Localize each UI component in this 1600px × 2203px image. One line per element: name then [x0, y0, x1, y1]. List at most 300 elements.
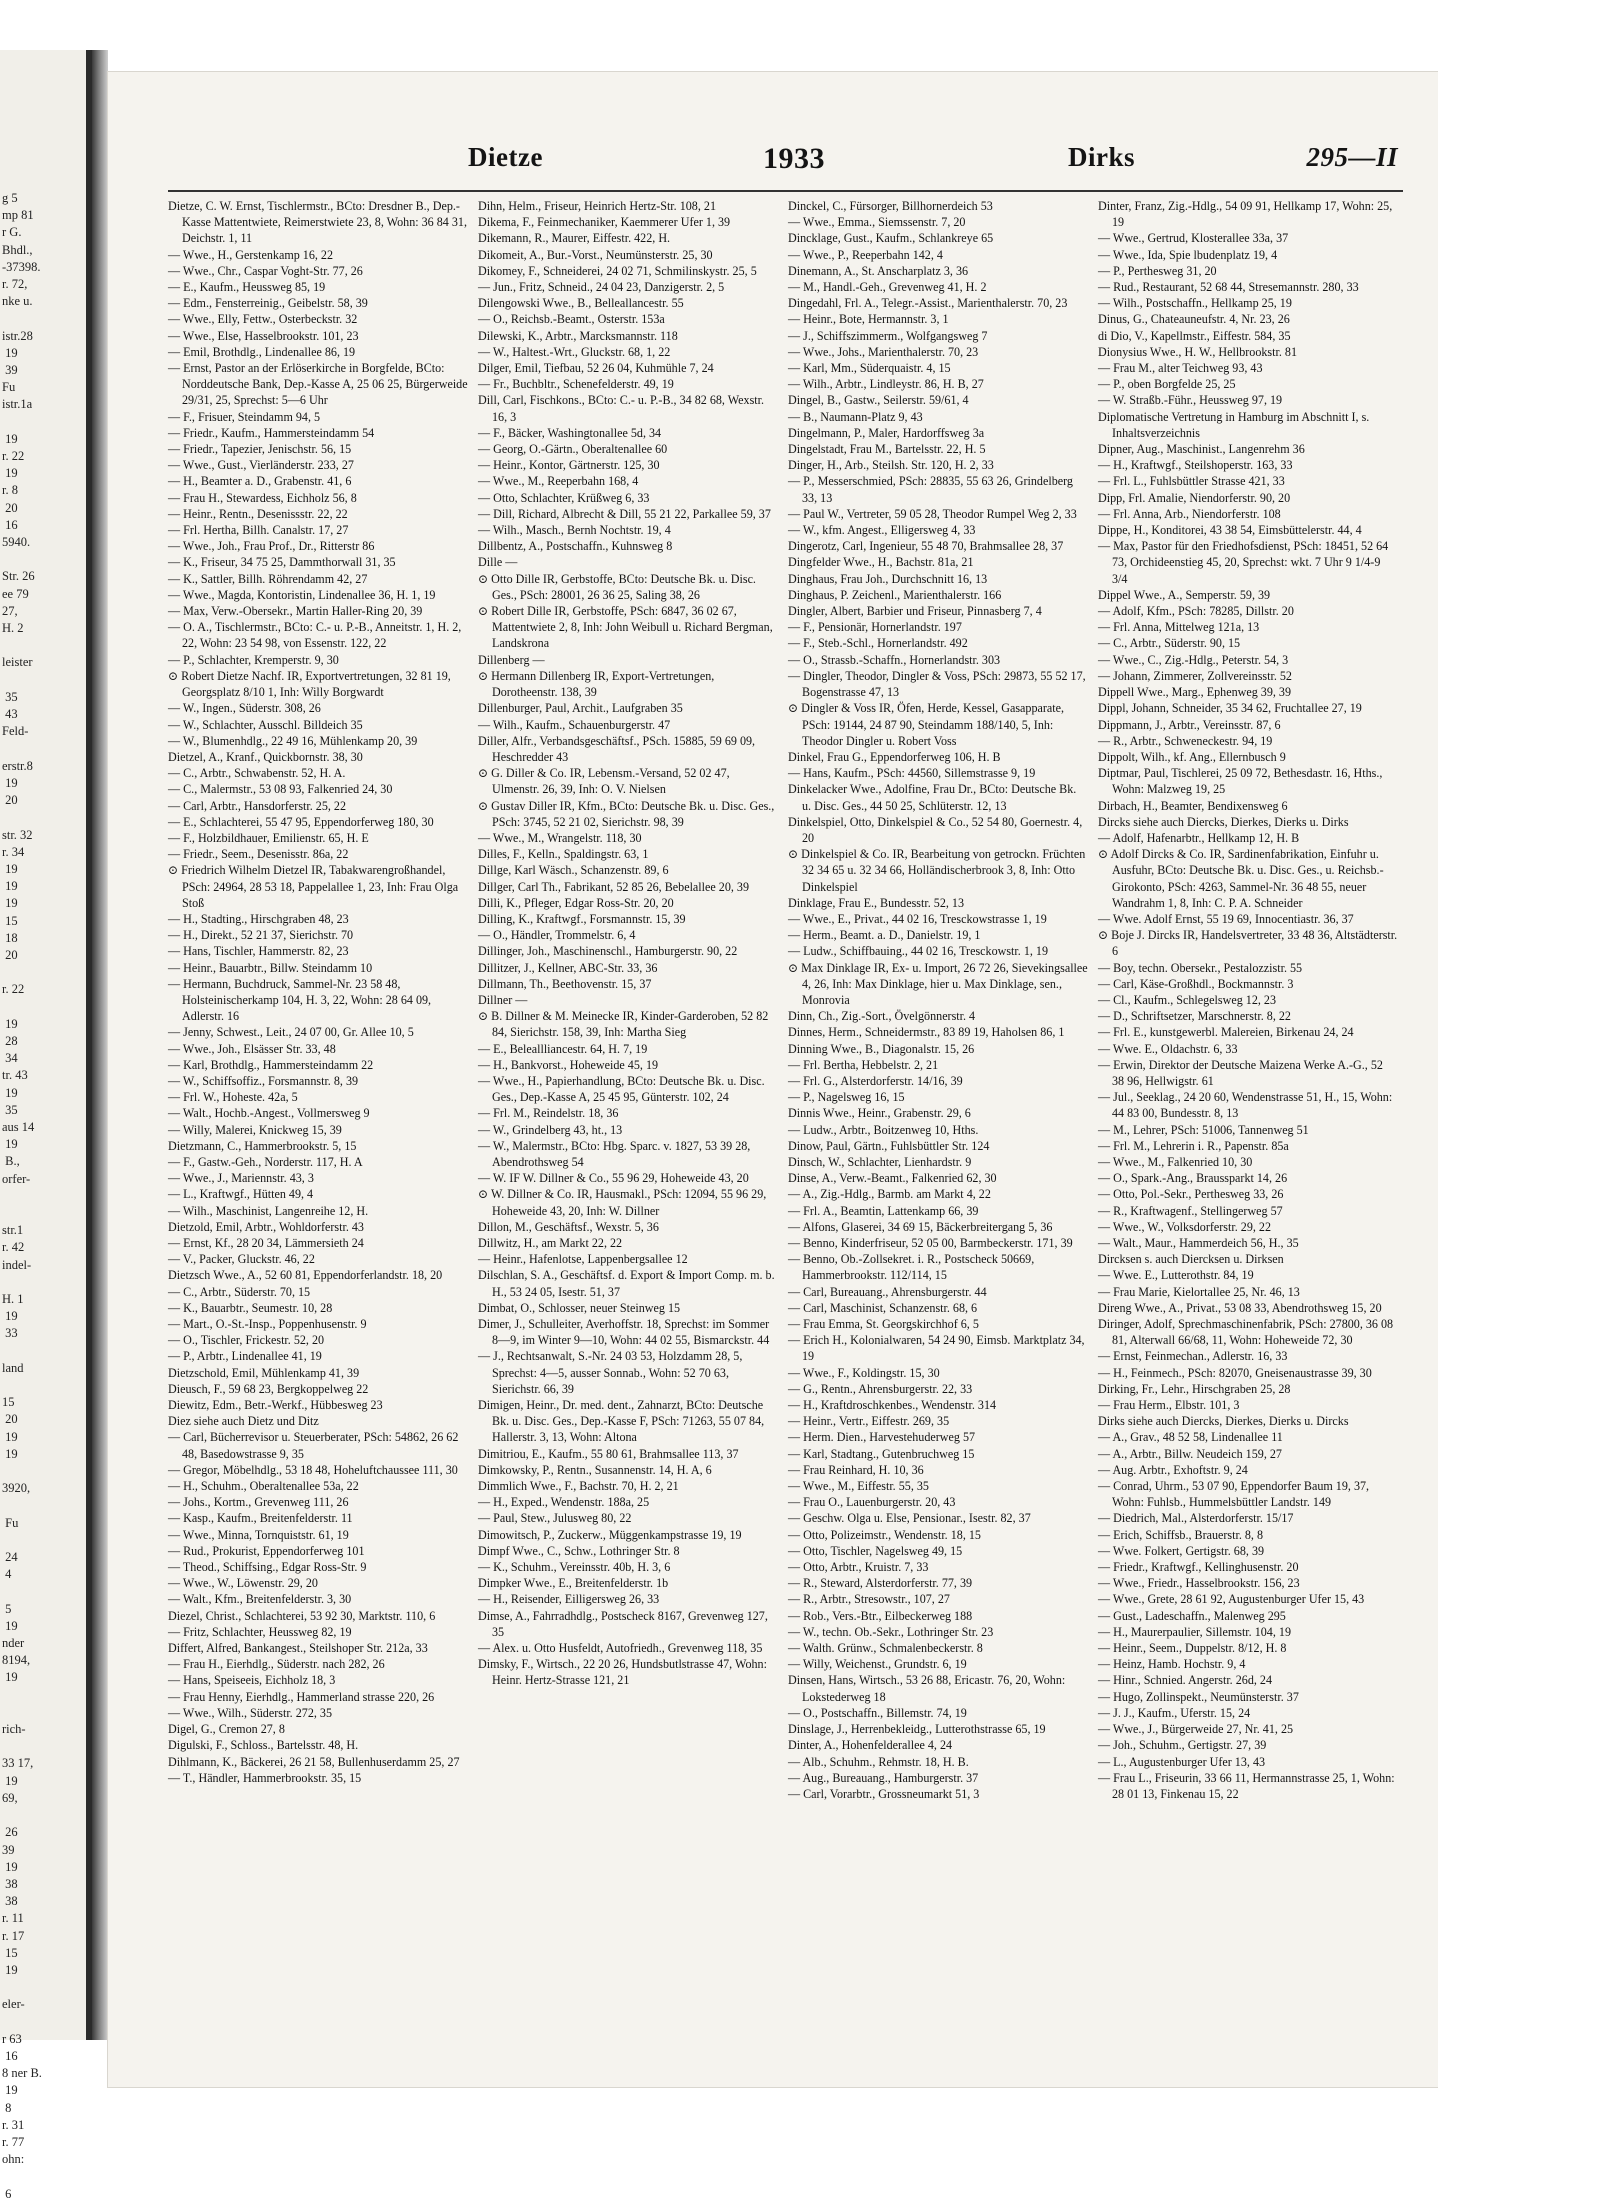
directory-entry: — Carl, Arbtr., Hansdorferstr. 25, 22: [168, 798, 347, 813]
directory-entry: Dietze, C. W. Ernst, Tischlermstr., BCto: Dresdner B., Dep.-Kasse Mattentwiete, Reimerstwiete 23, 8, Wohn: 36 84 31, Deichstr. 1, 11: [168, 199, 467, 246]
directory-entry: — K., Friseur, 34 75 25, Dammthorwall 31, 35: [168, 555, 396, 570]
directory-entry: ⊙ Friedrich Wilhelm Dietzel IR, Tabakwarengroßhandel, PSch: 24964, 28 53 18, Pappelallee 1, 23, Inh: Frau Olga Stoß: [168, 863, 459, 910]
directory-entry: — Frau Reinhard, H. 10, 36: [788, 1462, 924, 1477]
directory-entry: Dietzschold, Emil, Mühlenkamp 41, 39: [168, 1365, 360, 1380]
directory-entry: — Hermann, Buchdruck, Sammel-Nr. 23 58 48, Holsteinischerkamp 104, H. 3, 22, Wohn: 28 64 09, Adlerstr. 16: [168, 976, 432, 1024]
directory-entry: Digulski, F., Schloss., Bartelsstr. 48, H.: [168, 1738, 359, 1753]
directory-entry: — Jenny, Schwest., Leit., 24 07 00, Gr. Allee 10, 5: [168, 1025, 414, 1040]
directory-entry: — Frl. E., kunstgewerbl. Malereien, Birkenau 24, 24: [1098, 1025, 1354, 1040]
directory-entry: — Paul W., Vertreter, 59 05 28, Theodor Rumpel Weg 2, 33: [788, 506, 1077, 521]
directory-entry: — Willy, Malerei, Knickweg 15, 39: [168, 1122, 342, 1137]
directory-entry: ⊙ Robert Dietze Nachf. IR, Exportvertretungen, 32 81 19, Georgsplatz 8/10 1, Inh: Willy Borgwardt: [168, 668, 451, 700]
directory-entry: Dieusch, F., 59 68 23, Bergkoppelweg 22: [168, 1381, 369, 1396]
directory-entry: — Otto, Polizeimstr., Wendenstr. 18, 15: [788, 1527, 981, 1542]
directory-entry: — Frl. A., Beamtin, Lattenkamp 66, 39: [788, 1203, 979, 1218]
directory-entry: — Wwe., W., Volksdorferstr. 29, 22: [1098, 1219, 1272, 1234]
directory-entry: Dietzmann, C., Hammerbrookstr. 5, 15: [168, 1138, 357, 1153]
directory-entry: — Friedr., Seem., Desenisstr. 86a, 22: [168, 847, 349, 862]
directory-entry: — Frau H., Stewardess, Eichholz 56, 8: [168, 490, 357, 505]
directory-entry: — Joh., Schuhm., Gertigstr. 27, 39: [1098, 1738, 1267, 1753]
directory-entry: — Willy, Weichenst., Grundstr. 6, 19: [788, 1657, 967, 1672]
directory-entry: — Hinr., Schnied. Angerstr. 26d, 24: [1098, 1673, 1273, 1688]
directory-entry: — Heinr., Bauarbtr., Billw. Steindamm 10: [168, 960, 373, 975]
directory-entry: — Carl, Vorarbtr., Grossneumarkt 51, 3: [788, 1786, 980, 1801]
directory-entry: — H., Stadting., Hirschgraben 48, 23: [168, 911, 349, 926]
header-year: 1933: [763, 142, 825, 175]
directory-entry: — K., Bauarbtr., Seumestr. 10, 28: [168, 1300, 333, 1315]
directory-entry: — Carl, Bureauang., Ahrensburgerstr. 44: [788, 1284, 987, 1299]
book-binding-gutter: [92, 50, 108, 2040]
directory-entry: — Wilh., Masch., Bernh Nochtstr. 19, 4: [478, 523, 671, 538]
directory-entry: ⊙ Dingler & Voss IR, Öfen, Herde, Kessel, Gasapparate, PSch: 19144, 24 87 90, Steindamm 188/140, 5, Inh: Theodor Dingler u. Robert Voss: [788, 701, 1065, 748]
directory-columns: [168, 198, 1403, 2058]
directory-entry: — Wwe., Friedr., Hasselbrookstr. 156, 23: [1098, 1576, 1300, 1591]
directory-entry: — Herm., Beamt. a. D., Danielstr. 19, 1: [788, 928, 981, 943]
directory-entry: Dingler, Albert, Barbier und Friseur, Pinnasberg 7, 4: [788, 604, 1042, 619]
directory-entry: Dimitriou, E., Kaufm., 55 80 61, Brahmsallee 113, 37: [478, 1446, 739, 1461]
directory-entry: — H., Maurerpaulier, Sillemstr. 104, 19: [1098, 1624, 1291, 1639]
directory-entry: — Hans, Speiseeis, Eichholz 18, 3: [168, 1673, 336, 1688]
directory-entry: — Wwe., Wilh., Süderstr. 272, 35: [168, 1705, 333, 1720]
directory-entry: — Kasp., Kaufm., Breitenfelderstr. 11: [168, 1511, 353, 1526]
directory-entry: Dilles, F., Kelln., Spaldingstr. 63, 1: [478, 847, 649, 862]
directory-entry: — O., Spark.-Ang., Braussparkt 14, 26: [1098, 1171, 1288, 1186]
directory-entry: — R., Arbtr., Schweneckestr. 94, 19: [1098, 733, 1273, 748]
directory-page: [108, 72, 1438, 2087]
directory-entry: Dingelmann, P., Maler, Hardorffsweg 3a: [788, 425, 985, 440]
directory-entry: — Heinr., Hafenlotse, Lappenbergsallee 12: [478, 1252, 688, 1267]
directory-entry: Dippmann, J., Arbtr., Vereinsstr. 87, 6: [1098, 717, 1281, 732]
directory-entry: Dillbentz, A., Postschaffn., Kuhnsweg 8: [478, 539, 673, 554]
directory-entry: — Georg, O.-Gärtn., Oberaltenallee 60: [478, 442, 668, 457]
previous-page-text-fragment: g 5 mp 81 r G. Bhdl., -37398. r. 72, nke u. istr.28 19 39 Fu istr.1a 19 r. 22 19 r. 8 20 16 5940. Str. 26 ee 79 27, H. 2 leister 35 43 Feld- erstr.8 19 20 str. 32 r. 34 19 19 19 15 18 20 r. 22 19 28 34 tr. 43 19 35 aus 14 19 B., orfer- str.1 r. 42 indel- H. 1 19 33 land 15 20 19 19 3920, Fu 24 4 5 19 nder 8194, 19 rich- 33 17, 19 69, 26 39 19 38 38 r. 11 r. 17 15 19 eler- r 63 16 8 ner B. 19 8 r. 31 r. 77 ohn: 6: [2, 191, 42, 2201]
directory-entry: — Frl. G., Alsterdorferstr. 14/16, 39: [788, 1073, 963, 1088]
directory-entry: Dinter, A., Hohenfelderallee 4, 24: [788, 1738, 953, 1753]
directory-entry: — W. Straßb.-Führ., Heussweg 97, 19: [1098, 393, 1283, 408]
directory-entry: Dimmlich Wwe., F., Bachstr. 70, H. 2, 21: [478, 1479, 679, 1494]
directory-entry: — Wwe., F., Koldingstr. 15, 30: [788, 1365, 940, 1380]
directory-entry: Dimsky, F., Wirtsch., 22 20 26, Hundsbutlstrasse 47, Wohn: Heinr. Hertz-Strasse 121, 21: [478, 1657, 767, 1688]
directory-entry: — Frau Emma, St. Georgskirchhof 6, 5: [788, 1317, 979, 1332]
directory-entry: — Max, Pastor für den Friedhofsdienst, PSch: 18451, 52 64 73, Orchideenstieg 45, 20, Sprechst: wkt. 7 Uhr 9 1/4-9 3/4: [1098, 539, 1389, 586]
directory-entry: — O., Strassb.-Schaffn., Hornerlandstr. 303: [788, 652, 1001, 667]
directory-entry: Dinus, G., Chateauneufstr. 4, Nr. 23, 26: [1098, 312, 1290, 327]
directory-entry: Dinsch, W., Schlachter, Lienhardstr. 9: [788, 1154, 972, 1169]
directory-entry: — Carl, Bücherrevisor u. Steuerberater, PSch: 54862, 26 62 48, Basedowstrasse 9, 35: [168, 1430, 459, 1461]
directory-entry: — Erich, Schiffsb., Brauerstr. 8, 8: [1098, 1527, 1264, 1542]
directory-entry: Dimbat, O., Schlosser, neuer Steinweg 15: [478, 1300, 681, 1315]
directory-entry: — Heinr., Kontor, Gärtnerstr. 125, 30: [478, 458, 660, 473]
directory-entry: — Benno, Kinderfriseur, 52 05 00, Barmbeckerstr. 171, 39: [788, 1236, 1073, 1250]
directory-entry: Diewitz, Edm., Betr.-Werkf., Hübbesweg 23: [168, 1398, 383, 1413]
directory-entry: Dillinger, Joh., Maschinenschl., Hamburgerstr. 90, 22: [478, 944, 738, 959]
directory-entry: — Heinr., Bote, Hermannstr. 3, 1: [788, 312, 949, 327]
directory-entry: ⊙ B. Dillner & M. Meinecke IR, Kinder-Garderoben, 52 82 84, Sierichstr. 158, 39, Inh: Martha Sieg: [478, 1009, 769, 1040]
directory-entry: — Jun., Fritz, Schneid., 24 04 23, Danzigerstr. 2, 5: [478, 280, 725, 295]
directory-entry: Dillner —: [478, 992, 528, 1007]
directory-entry: — Ernst, Kf., 28 20 34, Lämmersieth 24: [168, 1236, 364, 1250]
directory-entry: — Wilh., Maschinist, Langenreihe 12, H.: [168, 1203, 369, 1218]
directory-entry: — Diedrich, Mal., Alsterdorferstr. 15/17: [1098, 1511, 1294, 1526]
directory-entry: Dirking, Fr., Lehr., Hirschgraben 25, 28: [1098, 1381, 1291, 1396]
directory-entry: Dillon, M., Geschäftsf., Wexstr. 5, 36: [478, 1219, 659, 1234]
directory-entry: — Heinz, Hamb. Hochstr. 9, 4: [1098, 1657, 1246, 1672]
directory-entry: — Frau Henny, Eierhdlg., Hammerland strasse 220, 26: [168, 1689, 435, 1704]
directory-entry: — Ludw., Schiffbauing., 44 02 16, Tresckowstr. 1, 19: [788, 944, 1049, 959]
directory-entry: — Dill, Richard, Albrecht & Dill, 55 21 22, Parkallee 59, 37: [478, 506, 771, 521]
directory-entry: — Edm., Fensterreinig., Geibelstr. 58, 39: [168, 296, 368, 311]
directory-entry: — Wwe., P., Reeperbahn 142, 4: [788, 247, 943, 262]
directory-entry: — Wwe., Minna, Tornquiststr. 61, 19: [168, 1527, 349, 1542]
directory-entry: ⊙ Robert Dille IR, Gerbstoffe, PSch: 6847, 36 02 67, Mattentwiete 2, 8, Inh: John Weibull u. Richard Bergman, Landskrona: [478, 604, 773, 651]
directory-entry: Dihn, Helm., Friseur, Heinrich Hertz-Str. 108, 21: [478, 199, 716, 213]
directory-entry: — Jul., Seeklag., 24 20 60, Wendenstrasse 51, H., 15, Wohn: 44 83 00, Bundesstr. 8, 13: [1098, 1090, 1393, 1121]
directory-entry: — Fritz, Schlachter, Heussweg 82, 19: [168, 1624, 352, 1639]
directory-entry: — C., Arbtr., Süderstr. 70, 15: [168, 1284, 311, 1299]
directory-entry: Dircks siehe auch Diercks, Dierkes, Dierks u. Dirks: [1098, 814, 1349, 829]
directory-entry: — O., Postschaffn., Billemstr. 74, 19: [788, 1705, 967, 1720]
directory-entry: Dinkel, Frau G., Eppendorferweg 106, H. B: [788, 749, 1001, 764]
directory-entry: — Frau L., Friseurin, 33 66 11, Hermannstrasse 25, 1, Wohn: 28 01 13, Finkenau 15, 22: [1098, 1770, 1395, 1801]
directory-entry: — Ludw., Arbtr., Boitzenweg 10, Hths.: [788, 1122, 979, 1137]
directory-entry: — Karl, Stadtang., Gutenbruchweg 15: [788, 1446, 975, 1461]
directory-entry: Diringer, Adolf, Sprechmaschinenfabrik, PSch: 27800, 36 08 81, Alterwall 66/68, 11, Wohn: Hoheweide 72, 30: [1098, 1317, 1394, 1348]
directory-entry: — Karl, Mm., Süderquaistr. 4, 15: [788, 361, 951, 376]
directory-entry: Dilewski, K., Arbtr., Marcksmannstr. 118: [478, 328, 678, 343]
directory-column-3: [788, 198, 1088, 2058]
directory-entry: ⊙ Otto Dille IR, Gerbstoffe, BCto: Deutsche Bk. u. Disc. Ges., PSch: 28001, 26 36 25, Saling 38, 26: [478, 571, 756, 602]
directory-entry: — H., Bankvorst., Hoheweide 45, 19: [478, 1057, 659, 1072]
header-rule: [168, 190, 1403, 192]
directory-entry: — Wwe., Gust., Vierländerstr. 233, 27: [168, 458, 354, 473]
directory-entry: — M., Handl.-Geh., Grevenweg 41, H. 2: [788, 280, 987, 295]
directory-entry: — Ernst, Pastor an der Erlöserkirche in Borgfelde, BCto: Norddeutsche Bank, Dep.-Kasse A, 25 06 25, Bürgerweide 29/31, 25, Sprechst: 5—6 Uhr: [168, 361, 468, 408]
directory-entry: — W., kfm. Angest., Elligersweg 4, 33: [788, 523, 976, 538]
directory-entry: — C., Malermstr., 53 08 93, Falkenried 24, 30: [168, 782, 393, 797]
directory-entry: — Wwe., Gertrud, Klosterallee 33a, 37: [1098, 231, 1289, 246]
directory-entry: Dillmann, Th., Beethovenstr. 15, 37: [478, 976, 652, 991]
directory-entry: — Wwe., Else, Hasselbrookstr. 101, 23: [168, 328, 359, 343]
directory-entry: — Wwe., Emma., Siemssenstr. 7, 20: [788, 215, 966, 230]
directory-entry: — P., Messerschmied, PSch: 28835, 55 63 26, Grindelberg 33, 13: [788, 474, 1073, 505]
directory-entry: Dingfelder Wwe., H., Bachstr. 81a, 21: [788, 555, 974, 570]
directory-entry: Dinslage, J., Herrenbekleidg., Lutterothstrasse 65, 19: [788, 1722, 1046, 1737]
directory-entry: Dippell Wwe., Marg., Ephenweg 39, 39: [1098, 685, 1292, 700]
directory-entry: — Wwe. Adolf Ernst, 55 19 69, Innocentiastr. 36, 37: [1098, 911, 1354, 926]
directory-entry: — Conrad, Uhrm., 53 07 90, Eppendorfer Baum 19, 37, Wohn: Fuhlsb., Hummelsbüttler Landstr. 149: [1098, 1479, 1370, 1510]
directory-entry: ⊙ Adolf Dircks & Co. IR, Sardinenfabrikation, Einfuhr u. Ausfuhr, BCto: Deutsche Bk. u. Disc. Ges., u. Reichsb.-Girokonto, PSch: 4263, Sammel-Nr. 36 48 55, neuer Wandrahm 1, 8, Inh: C. P. A. Schneider: [1098, 847, 1384, 910]
directory-entry: — Wwe., W., Löwenstr. 29, 20: [168, 1576, 318, 1591]
directory-entry: Dillger, Carl Th., Fabrikant, 52 85 26, Bebelallee 20, 39: [478, 879, 750, 894]
directory-entry: — Frau Herm., Elbstr. 101, 3: [1098, 1398, 1240, 1413]
directory-entry: Dimkowsky, P., Rentn., Susannenstr. 14, H. A, 6: [478, 1462, 712, 1477]
directory-entry: Dinnes, Herm., Schneidermstr., 83 89 19, Haholsen 86, 1: [788, 1025, 1065, 1040]
directory-entry: Dinkelacker Wwe., Adolfine, Frau Dr., BCto: Deutsche Bk. u. Disc. Ges., 44 50 25, Schlüterstr. 12, 13: [788, 782, 1077, 813]
directory-entry: — Fr., Buchbltr., Schenefelderstr. 49, 19: [478, 377, 674, 392]
directory-entry: Dietzold, Emil, Arbtr., Wohldorferstr. 43: [168, 1219, 364, 1234]
directory-entry: — Adolf, Hafenarbtr., Hellkamp 12, H. B: [1098, 830, 1300, 845]
directory-entry: — D., Schriftsetzer, Marschnerstr. 8, 22: [1098, 1009, 1291, 1024]
directory-entry: — W. IF W. Dillner & Co., 55 96 29, Hoheweide 43, 20: [478, 1171, 749, 1186]
directory-entry: Dinn, Ch., Zig.-Sort., Övelgönnerstr. 4: [788, 1009, 976, 1024]
directory-entry: Dillenberg —: [478, 652, 545, 667]
directory-entry: — Wwe., M., Falkenried 10, 30: [1098, 1154, 1253, 1169]
directory-entry: Dillenburger, Paul, Archit., Laufgraben 35: [478, 701, 683, 716]
directory-entry: Dinkelspiel, Otto, Dinkelspiel & Co., 52 54 80, Goernestr. 4, 20: [788, 814, 1083, 845]
directory-entry: — B., Naumann-Platz 9, 43: [788, 409, 923, 424]
directory-entry: Dippe, H., Konditorei, 43 38 54, Eimsbüttelerstr. 44, 4: [1098, 523, 1362, 538]
directory-entry: — Wwe., Ida, Spie lbudenplatz 19, 4: [1098, 247, 1278, 262]
directory-entry: Dilli, K., Pfleger, Edgar Ross-Str. 20, 20: [478, 895, 674, 910]
directory-entry: — Wwe., Elly, Fettw., Osterbeckstr. 32: [168, 312, 358, 327]
directory-entry: — Wwe., Chr., Caspar Voght-Str. 77, 26: [168, 263, 363, 278]
directory-entry: — A., Arbtr., Billw. Neudeich 159, 27: [1098, 1446, 1282, 1461]
directory-entry: Digel, G., Cremon 27, 8: [168, 1722, 285, 1737]
directory-entry: — Carl, Käse-Großhdl., Bockmannstr. 3: [1098, 976, 1294, 991]
directory-entry: ⊙ W. Dillner & Co. IR, Hausmakl., PSch: 12094, 55 96 29, Hoheweide 43, 20, Inh: W. Dillner: [478, 1187, 767, 1218]
directory-entry: Dipp, Frl. Amalie, Niendorferstr. 90, 20: [1098, 490, 1291, 505]
directory-entry: — Gregor, Möbelhdlg., 53 18 48, Hoheluftchaussee 111, 30: [168, 1462, 458, 1477]
directory-entry: Dimse, A., Fahrradhdlg., Postscheck 8167, Grevenweg 127, 35: [478, 1608, 768, 1639]
directory-entry: — Theod., Schiffsing., Edgar Ross-Str. 9: [168, 1560, 367, 1575]
directory-entry: — Wwe., Joh., Frau Prof., Dr., Ritterstr 86: [168, 539, 375, 554]
directory-entry: — A., Grav., 48 52 58, Lindenallee 11: [1098, 1430, 1283, 1445]
directory-entry: — R., Kraftwagenf., Stellingerweg 57: [1098, 1203, 1283, 1218]
directory-entry: — Adolf, Kfm., PSch: 78285, Dillstr. 20: [1098, 604, 1294, 619]
directory-entry: — Frl. L., Fuhlsbüttler Strasse 421, 33: [1098, 474, 1285, 489]
directory-column-4: [1098, 198, 1398, 2058]
directory-entry: — H., Exped., Wendenstr. 188a, 25: [478, 1495, 650, 1510]
directory-entry: Dihlmann, K., Bäckerei, 26 21 58, Bullenhuserdamm 25, 27: [168, 1754, 460, 1769]
directory-entry: — Wwe., Joh., Elsässer Str. 33, 48: [168, 1041, 336, 1056]
directory-entry: Dipner, Aug., Maschinist., Langenrehm 36: [1098, 442, 1305, 457]
directory-entry: — Gust., Ladeschaffn., Malenweg 295: [1098, 1608, 1286, 1623]
directory-entry: — Frau H., Eierhdlg., Süderstr. nach 282, 26: [168, 1657, 385, 1672]
directory-entry: — Friedr., Kaufm., Hammersteindamm 54: [168, 425, 375, 440]
directory-entry: — Otto, Tischler, Nagelsweg 49, 15: [788, 1543, 963, 1558]
directory-entry: — E., Beleallliancestr. 64, H. 7, 19: [478, 1041, 648, 1056]
directory-entry: — C., Arbtr., Süderstr. 90, 15: [1098, 636, 1241, 651]
directory-entry: — Wwe. E., Lutterothstr. 84, 19: [1098, 1268, 1254, 1283]
directory-entry: Dirbach, H., Beamter, Bendixensweg 6: [1098, 798, 1288, 813]
directory-entry: Dikema, F., Feinmechaniker, Kaemmerer Ufer 1, 39: [478, 215, 731, 230]
directory-entry: — Frl. M., Reindelstr. 18, 36: [478, 1106, 619, 1121]
directory-entry: ⊙ Boje J. Dircks IR, Handelsvertreter, 33 48 36, Altstädterstr. 6: [1098, 928, 1398, 959]
directory-entry: — P., Perthesweg 31, 20: [1098, 263, 1217, 278]
directory-entry: — Frl. Hertha, Billh. Canalstr. 17, 27: [168, 523, 349, 538]
directory-entry: — Frl. Bertha, Hebbelstr. 2, 21: [788, 1057, 939, 1072]
directory-entry: — Frl. M., Lehrerin i. R., Papenstr. 85a: [1098, 1138, 1289, 1153]
directory-entry: — O., Händler, Trommelstr. 6, 4: [478, 928, 636, 943]
directory-entry: — Walth. Grünw., Schmalenbeckerstr. 8: [788, 1641, 983, 1656]
directory-entry: — Otto, Arbtr., Kruistr. 7, 33: [788, 1560, 929, 1575]
directory-entry: — Otto, Schlachter, Krüßweg 6, 33: [478, 490, 650, 505]
directory-entry: Differt, Alfred, Bankangest., Steilshoper Str. 212a, 33: [168, 1641, 428, 1656]
directory-entry: — Rud., Restaurant, 52 68 44, Stresemannstr. 280, 33: [1098, 280, 1359, 295]
directory-entry: Dingel, B., Gastw., Seilerstr. 59/61, 4: [788, 393, 969, 408]
directory-entry: — W., Haltest.-Wrt., Gluckstr. 68, 1, 22: [478, 344, 671, 359]
directory-entry: — J., Schiffszimmerm., Wolfgangsweg 7: [788, 328, 988, 343]
directory-entry: Dietzsch Wwe., A., 52 60 81, Eppendorferlandstr. 18, 20: [168, 1268, 443, 1283]
directory-entry: di Dio, V., Kapellmstr., Eiffestr. 584, 35: [1098, 328, 1291, 343]
directory-entry: ⊙ Hermann Dillenberg IR, Export-Vertretungen, Dorotheenstr. 138, 39: [478, 668, 715, 700]
directory-entry: — Mart., O.-St.-Insp., Poppenhusenstr. 9: [168, 1317, 367, 1332]
directory-entry: — Max, Verw.-Obersekr., Martin Haller-Ring 20, 39: [168, 604, 423, 619]
directory-entry: — F., Frisuer, Steindamm 94, 5: [168, 409, 321, 424]
directory-entry: — W., Schiffsoffiz., Forsmannstr. 8, 39: [168, 1073, 359, 1088]
directory-entry: — L., Augustenburger Ufer 13, 43: [1098, 1754, 1266, 1769]
directory-entry: — Walt., Hochb.-Angest., Vollmersweg 9: [168, 1106, 370, 1121]
directory-entry: Dinsen, Hans, Wirtsch., 53 26 88, Ericastr. 76, 20, Wohn: Lokstederweg 18: [788, 1673, 1066, 1704]
directory-entry: — Geschw. Olga u. Else, Pensionar., Isestr. 82, 37: [788, 1511, 1031, 1526]
directory-entry: — K., Schuhm., Vereinsstr. 40b, H. 3, 6: [478, 1560, 671, 1575]
directory-entry: — Aug., Bureauang., Hamburgerstr. 37: [788, 1770, 979, 1785]
directory-entry: — Hans, Kaufm., PSch: 44560, Sillemstrasse 9, 19: [788, 766, 1036, 781]
directory-entry: — Wwe., M., Wrangelstr. 118, 30: [478, 830, 642, 845]
directory-entry: Dinckel, C., Fürsorger, Billhornerdeich 53: [788, 199, 993, 213]
directory-entry: — Wwe., J., Mariennstr. 43, 3: [168, 1171, 314, 1186]
directory-entry: Dilschlan, S. A., Geschäftsf. d. Export & Import Comp. m. b. H., 53 24 05, Isestr. 51, 37: [478, 1268, 775, 1299]
directory-entry: — J. J., Kaufm., Uferstr. 15, 24: [1098, 1705, 1251, 1720]
directory-entry: Diplomatische Vertretung in Hamburg im Abschnitt I, s. Inhaltsverzeichnis: [1098, 409, 1370, 440]
directory-entry: Dingerotz, Carl, Ingenieur, 55 48 70, Brahmsallee 28, 37: [788, 539, 1064, 554]
directory-entry: — Carl, Maschinist, Schanzenstr. 68, 6: [788, 1300, 978, 1315]
directory-entry: Dingelstadt, Frau M., Bartelsstr. 22, H. 5: [788, 442, 986, 457]
directory-entry: — H., Beamter a. D., Grabenstr. 41, 6: [168, 474, 352, 489]
directory-entry: — G., Rentn., Ahrensburgerstr. 22, 33: [788, 1381, 973, 1396]
directory-entry: ⊙ G. Diller & Co. IR, Lebensm.-Versand, 52 02 47, Ulmenstr. 26, 39, Inh: O. V. Nielsen: [478, 766, 730, 797]
directory-entry: — Otto, Pol.-Sekr., Perthesweg 33, 26: [1098, 1187, 1284, 1202]
directory-entry: — Johann, Zimmerer, Zollvereinsstr. 52: [1098, 668, 1292, 683]
directory-entry: Dippl, Johann, Schneider, 35 34 62, Fruchtallee 27, 19: [1098, 701, 1362, 716]
directory-entry: Dinnis Wwe., Heinr., Grabenstr. 29, 6: [788, 1106, 971, 1121]
directory-entry: Diez siehe auch Dietz und Ditz: [168, 1414, 319, 1429]
directory-entry: — O. A., Tischlermstr., BCto: C.- u. P.-B., Anneitstr. 1, H. 2, 22, Wohn: 23 54 98, von Essenstr. 122, 22: [168, 620, 462, 651]
directory-entry: — Wwe., J., Bürgerweide 27, Nr. 41, 25: [1098, 1722, 1294, 1737]
directory-entry: — Dingler, Theodor, Dingler & Voss, PSch: 29873, 55 52 17, Bogenstrasse 47, 13: [788, 668, 1086, 700]
directory-entry: Diezel, Christ., Schlachterei, 53 92 30, Marktstr. 110, 6: [168, 1608, 436, 1623]
directory-entry: — Boy, techn. Obersekr., Pestalozzistr. 55: [1098, 960, 1303, 975]
directory-entry: — Aug. Arbtr., Exhoftstr. 9, 24: [1098, 1462, 1248, 1477]
directory-entry: — Walt., Maur., Hammerdeich 56, H., 35: [1098, 1236, 1299, 1250]
directory-entry: — E., Schlachterei, 55 47 95, Eppendorferweg 180, 30: [168, 814, 434, 829]
directory-entry: Dietzel, A., Kranf., Quickbornstr. 38, 30: [168, 749, 363, 764]
directory-entry: — Johs., Kortm., Grevenweg 111, 26: [168, 1495, 349, 1510]
directory-entry: — Wilh., Kaufm., Schauenburgerstr. 47: [478, 717, 671, 732]
directory-entry: Dinse, A., Verw.-Beamt., Falkenried 62, 30: [788, 1171, 997, 1186]
directory-entry: — O., Tischler, Frickestr. 52, 20: [168, 1333, 325, 1348]
directory-entry: — Wwe., E., Privat., 44 02 16, Tresckowstrasse 1, 19: [788, 911, 1047, 926]
directory-entry: Dimpf Wwe., C., Schw., Lothringer Str. 8: [478, 1543, 680, 1558]
directory-entry: — Heinr., Vertr., Eiffestr. 269, 35: [788, 1414, 950, 1429]
directory-entry: — Hans, Tischler, Hammerstr. 82, 23: [168, 944, 349, 959]
directory-entry: — Herm. Dien., Harvestehuderweg 57: [788, 1430, 976, 1445]
directory-entry: Dill, Carl, Fischkons., BCto: C.- u. P.-B., 34 82 68, Wexstr. 16, 3: [478, 393, 765, 424]
directory-entry: — W., Blumenhdlg., 22 49 16, Mühlenkamp 20, 39: [168, 733, 418, 748]
directory-entry: Dincklage, Gust., Kaufm., Schlankreye 65: [788, 231, 994, 246]
directory-entry: Dimigen, Heinr., Dr. med. dent., Zahnarzt, BCto: Deutsche Bk. u. Disc. Ges., Dep.-Kasse F, PSch: 71263, 55 07 84, Hallerstr. 3, 13, Wohn: Altona: [478, 1398, 765, 1445]
directory-entry: Dillwitz, H., am Markt 22, 22: [478, 1236, 623, 1250]
directory-entry: Dinter, Franz, Zig.-Hdlg., 54 09 91, Hellkamp 17, Wohn: 25, 19: [1098, 199, 1393, 230]
directory-entry: — H., Direkt., 52 21 37, Sierichstr. 70: [168, 928, 354, 943]
directory-entry: Dinow, Paul, Gärtn., Fuhlsbüttler Str. 124: [788, 1138, 990, 1153]
directory-entry: — Heinr., Rentn., Desenissstr. 22, 22: [168, 506, 348, 521]
directory-entry: — H., Kraftdroschkenbes., Wendenstr. 314: [788, 1398, 997, 1413]
directory-entry: Dirks siehe auch Diercks, Dierkes, Dierks u. Dircks: [1098, 1414, 1349, 1429]
directory-entry: Dinghaus, Frau Joh., Durchschnitt 16, 13: [788, 571, 988, 586]
directory-entry: Dimpker Wwe., E., Breitenfelderstr. 1b: [478, 1576, 669, 1591]
directory-entry: — Frl. W., Hoheste. 42a, 5: [168, 1090, 298, 1105]
directory-entry: — Hugo, Zollinspekt., Neumünsterstr. 37: [1098, 1689, 1299, 1704]
directory-entry: — Wwe., Johs., Marienthalerstr. 70, 23: [788, 344, 979, 359]
directory-entry: — P., oben Borgfelde 25, 25: [1098, 377, 1236, 392]
directory-entry: Direng Wwe., A., Privat., 53 08 33, Abendrothsweg 15, 20: [1098, 1300, 1382, 1315]
directory-entry: — P., Nagelsweg 16, 15: [788, 1090, 905, 1105]
directory-entry: — Ernst, Feinmechan., Adlerstr. 16, 33: [1098, 1349, 1288, 1364]
directory-entry: — Alfons, Glaserei, 34 69 15, Bäckerbreitergang 5, 36: [788, 1219, 1053, 1234]
directory-column-2: [478, 198, 778, 2058]
directory-entry: — Paul, Stew., Julusweg 80, 22: [478, 1511, 632, 1526]
directory-entry: — Frau M., alter Teichweg 93, 43: [1098, 361, 1263, 376]
directory-entry: — Wilh., Arbtr., Lindleystr. 86, H. B, 27: [788, 377, 984, 392]
directory-entry: — Wwe., M., Reeperbahn 168, 4: [478, 474, 639, 489]
directory-entry: Diller, Alfr., Verbandsgeschäftsf., PSch. 15885, 59 69 09, Heschredder 43: [478, 733, 756, 764]
directory-entry: — F., Holzbildhauer, Emilienstr. 65, H. E: [168, 830, 369, 845]
directory-entry: — H., Schuhm., Oberaltenallee 53a, 22: [168, 1479, 359, 1494]
directory-entry: Dillitzer, J., Kellner, ABC-Str. 33, 36: [478, 960, 658, 975]
directory-entry: — Wwe., M., Eiffestr. 55, 35: [788, 1479, 929, 1494]
header-last-entry-keyword: Dirks: [1068, 142, 1136, 172]
directory-entry: — Wwe., H., Papierhandlung, BCto: Deutsche Bk. u. Disc. Ges., Dep.-Kasse A, 25 45 95, Günterstr. 102, 24: [478, 1073, 765, 1105]
directory-entry: — Wwe. Folkert, Gertigstr. 68, 39: [1098, 1543, 1265, 1558]
directory-entry: — H., Kraftwgf., Steilshoperstr. 163, 33: [1098, 458, 1293, 473]
directory-entry: — Alb., Schuhm., Rehmstr. 18, H. B.: [788, 1754, 969, 1769]
directory-entry: Dimowitsch, P., Zuckerw., Müggenkampstrasse 19, 19: [478, 1527, 742, 1542]
directory-entry: — Friedr., Kraftwgf., Kellinghusenstr. 20: [1098, 1560, 1299, 1575]
directory-entry: Dippel Wwe., A., Semperstr. 59, 39: [1098, 587, 1271, 602]
directory-entry: Dippolt, Wilh., kf. Ang., Ellernbusch 9: [1098, 749, 1286, 764]
directory-entry: Dille —: [478, 555, 518, 570]
directory-entry: Dikomeit, A., Bur.-Vorst., Neumünsterstr. 25, 30: [478, 247, 713, 262]
directory-entry: — F., Steb.-Schl., Hornerlandstr. 492: [788, 636, 968, 651]
directory-entry: Dinemann, A., St. Anscharplatz 3, 36: [788, 263, 969, 278]
directory-entry: — Benno, Ob.-Zollsekret. i. R., Postscheck 50669, Hammerbrookstr. 112/114, 15: [788, 1252, 1035, 1283]
directory-entry: Dinger, H., Arb., Steilsh. Str. 120, H. 2, 33: [788, 458, 994, 473]
directory-entry: — Wwe., Grete, 28 61 92, Augustenburger Ufer 15, 43: [1098, 1592, 1365, 1607]
directory-column-1: [168, 198, 468, 2058]
directory-entry: Dimer, J., Schulleiter, Averhoffstr. 18, Sprechst: im Sommer 8—9, im Winter 9—10, Wohn: 44 02 55, Bismarckstr. 44: [478, 1317, 770, 1348]
directory-entry: — Emil, Brothdlg., Lindenallee 86, 19: [168, 344, 356, 359]
directory-entry: — H., Reisender, Eilligersweg 26, 33: [478, 1592, 660, 1607]
directory-entry: — J., Rechtsanwalt, S.-Nr. 24 03 53, Holzdamm 28, 5, Sprechst: 4—5, ausser Sonnab., Wohn: 52 70 63, Sierichstr. 66, 39: [478, 1349, 743, 1396]
directory-entry: — Wwe., H., Gerstenkamp 16, 22: [168, 247, 334, 262]
directory-entry: — Erwin, Direktor der Deutsche Maizena Werke A.-G., 52 38 96, Hellwigstr. 61: [1098, 1057, 1383, 1088]
directory-entry: — Frl. Anna, Arb., Niendorferstr. 108: [1098, 506, 1281, 521]
directory-entry: Dingedahl, Frl. A., Telegr.-Assist., Marienthalerstr. 70, 23: [788, 296, 1068, 311]
directory-entry: ⊙ Gustav Diller IR, Kfm., BCto: Deutsche Bk. u. Disc. Ges., PSch: 3745, 52 21 02, Sierichstr. 98, 39: [478, 798, 775, 829]
directory-entry: Dinklage, Frau E., Bundesstr. 52, 13: [788, 895, 965, 910]
directory-entry: — Walt., Kfm., Breitenfelderstr. 3, 30: [168, 1592, 352, 1607]
directory-entry: — K., Sattler, Billh. Röhrendamm 42, 27: [168, 571, 368, 586]
directory-entry: Dilger, Emil, Tiefbau, 52 26 04, Kuhmühle 7, 24: [478, 361, 714, 376]
directory-entry: — Wwe., Magda, Kontoristin, Lindenallee 36, H. 1, 19: [168, 587, 436, 602]
header-first-entry-keyword: Dietze: [468, 142, 543, 172]
directory-entry: — Alex. u. Otto Husfeldt, Autofriedh., Grevenweg 118, 35: [478, 1641, 763, 1656]
directory-entry: Dikomey, F., Schneiderei, 24 02 71, Schmilinskystr. 25, 5: [478, 263, 757, 278]
directory-entry: — W., Grindelberg 43, ht., 13: [478, 1122, 623, 1137]
directory-entry: — Wwe. E., Oldachstr. 6, 33: [1098, 1041, 1238, 1056]
directory-entry: Dinning Wwe., B., Diagonalstr. 15, 26: [788, 1041, 975, 1056]
